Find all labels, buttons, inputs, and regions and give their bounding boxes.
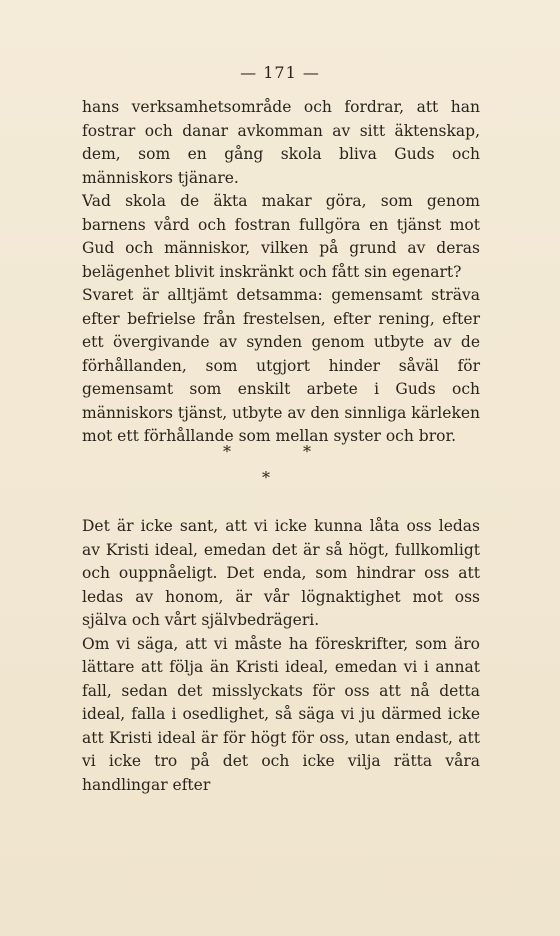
text-block-upper xyxy=(82,96,480,449)
asterisk-right: * xyxy=(303,442,311,461)
section-separator xyxy=(0,440,560,490)
asterisk-bottom: * xyxy=(262,468,270,487)
paragraph-question: Vad skola de äkta makar göra, som genom barnens vård och fostran fullgöra en tjänst mot Gud och människor, vilken på grund av deras belägenhet blivit inskränkt och fått sin egenart? xyxy=(82,192,480,281)
paragraph-continuation: hans verksamhetsområde och fordrar, att han fostrar och danar avkomman av sitt äktenskap, dem, som en gång skola bliva Guds och människors tjänare. xyxy=(82,98,480,187)
paragraph-foreskrifter: Om vi säga, att vi måste ha föreskrifter, som äro lättare att följa än Kristi ideal, emedan vi i annat fall, sedan det misslyckats för oss att nå detta ideal, falla i osedlighet, så säga vi ju därmed icke att Kristi ideal är för högt för oss, utan endast, att vi icke tro på det och icke vilja rätta våra handlingar efter xyxy=(82,634,480,794)
asterisk-left: * xyxy=(223,442,231,461)
paragraph-answer: Svaret är alltjämt detsamma: gemensamt sträva efter befrielse från frestelsen, efter rening, efter ett övergivande av synden genom utbyte av de förhållanden, som utgjort hinder såväl för gemensamt som enskilt arbete i Guds och människors tjänst, utbyte av den sinnliga kärleken mot ett förhållande som mellan syster och bror. xyxy=(82,286,480,445)
page-number: — 171 — xyxy=(240,63,320,82)
text-block-lower xyxy=(82,515,480,797)
paragraph-kristi-ideal: Det är icke sant, att vi icke kunna låta oss ledas av Kristi ideal, emedan det är så högt, fullkomligt och ouppnåeligt. Det enda, som hindrar oss att ledas av honom, är vår lögnaktighet mot oss själva och vårt självbedrägeri. xyxy=(82,517,480,629)
